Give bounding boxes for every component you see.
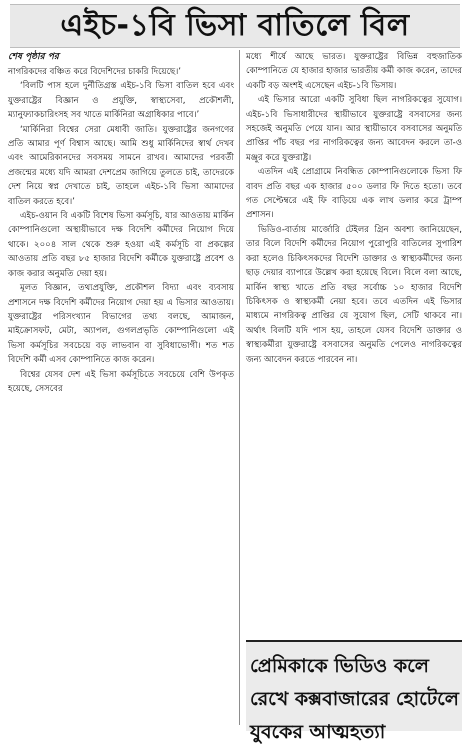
article-paragraph: ‘বিলটি পাস হলে দুর্নীতিগ্রস্ত এইচ-১বি ভিসা বাতিল হবে এবং যুক্তরাষ্ট্রের বিজ্ঞান ও প্রযুক্তি, স্বাস্থ্যসেবা, প্রকৌশলী, ম্যানুফ্যাকচারিংসহ সব খাতে মার্কিনিরা অগ্রাধিকার পাবে।’	[8, 81, 234, 121]
teaser-headline: প্রেমিকাকে ভিডিও কলে রেখে কক্সবাজারের হোটেলে যুবকের আত্মহত্যা	[250, 655, 459, 743]
headline: এইচ-১বি ভিসা বাতিলে বিল	[60, 8, 410, 43]
article-paragraph: বিশ্বের যেসব দেশ এই ভিসা কর্মসূচিতে সবচেয়ে বেশি উপকৃত হয়েছে, সেসবের	[8, 369, 234, 394]
article-paragraph: নাগরিকদের বঞ্চিত করে বিদেশিদের চাকরি দিয়েছে।’	[8, 67, 181, 77]
jump-line: শেষ পৃষ্ঠার পর	[8, 52, 59, 62]
article-paragraph: এই ভিসার আরো একটি সুবিধা ছিল নাগরিকত্বের সুযোগ। এইচ-১বি ভিসাধারীদের স্থায়ীভাবে যুক্তরাষ্ট্রে বসবাসের জন্য সহজেই অনুমতি পেয়ে যান। আর স্থায়ীভাবে বসবাসের অনুমতি প্রাপ্তির পাঁচ বছর পর নাগরিকত্বের জন্য আবেদন করলে তা-ও মঞ্জুর করে যুক্তরাষ্ট্র।	[246, 95, 462, 163]
article-paragraph: মূলত বিজ্ঞান, তথ্যপ্রযুক্তি, প্রকৌশল বিদ্যা এবং ব্যবসায় প্রশাসনে দক্ষ বিদেশি কর্মীদের নিয়োগ দেয়া হয় এ ভিসার আওতায়। যুক্তরাষ্ট্রের পরিসংখ্যান বিভাগের তথ্য বলছে, আমাজন, মাইক্রোসফট, মেটা, অ্যাপল, গুগলপ্রভৃতি কোম্পানিগুলো এই ভিসা কর্মসূচির সবচেয়ে বড় লাভবান বা সুবিধাভোগী। শত শত বিদেশি কর্মী এসব কোম্পানিতে কাজ করেন।	[8, 283, 234, 366]
article-column-left	[8, 50, 234, 725]
article-column-right	[246, 50, 462, 610]
headline-banner	[10, 4, 460, 48]
article-paragraph: এতদিন এই প্রোগ্রামে নিবন্ধিত কোম্পানিগুলোকে ভিসা ফি বাবদ প্রতি বছর এক হাজার ৫০০ ডলার ফি দিতে হতো। তবে গত সেপ্টেম্বরে এই ফি বাড়িয়ে এক লাখ ডলার করে ট্রাম্প প্রশাসন।	[246, 167, 462, 221]
article-paragraph: ভিডিও-বার্তায় মার্জোরি টেইলর গ্রিন অবশ্য জানিয়েছেন, তার বিলে বিদেশি কর্মীদের নিয়োগ পুরোপুরি বাতিলের সুপারিশ করা হলেও চিকিৎসকদের বিদেশি ডাক্তার ও স্বাস্থ্যকর্মীদের জন্য ছাড় দেয়ার ব্যাপারে উল্লেখ করা হয়েছে বিলে। বিলে বলা আছে, মার্কিন স্বাস্থ্য খাতে প্রতি বছর সর্বোচ্চ ১০ হাজার বিদেশি চিকিৎসক ও স্বাস্থ্যকর্মী নেয়া হবে। তবে এতদিন এই ভিসার মাধ্যমে নাগরিকত্ব প্রাপ্তির যে সুযোগ ছিল, সেটি থাকবে না। অর্থাৎ বিলটি যদি পাস হয়, তাহলে যেসব বিদেশি ডাক্তার ও স্বাস্থ্যকর্মীরা যুক্তরাষ্ট্রে বসবাসের অনুমতি পেলেও নাগরিকত্বের জন্য আবেদন করতে পারবেন না।	[246, 224, 462, 365]
article-paragraph: মধ্যে শীর্ষে আছে ভারত। যুক্তরাষ্ট্রের বিভিন্ন বহুজাতিক কোম্পানিতে যে হাজার হাজার ভারতীয় কর্মী কাজ করেন, তাদের একটি বড় অংশই এসেছেন এইচ-১বি ভিসায়।	[246, 52, 462, 91]
column-divider	[239, 50, 240, 725]
article-paragraph: এইচ-ওয়ান বি একটি বিশেষ ভিসা কর্মসূচি, যার আওতায় মার্কিন কোম্পানিগুলো অস্থায়ীভাবে দক্ষ বিদেশি কর্মীদের নিয়োগ দিয়ে থাকে। ২০০৪ সাল থেকে শুরু হওয়া এই কর্মসূচি বা প্রকল্পের আওতায় প্রতি বছর ৮৫ হাজার বিদেশি কর্মীকে যুক্তরাষ্ট্রে প্রবেশ ও কাজ করার অনুমতি দেয়া হয়।	[8, 211, 234, 279]
article-paragraph: ‘মার্কিনিরা বিশ্বের সেরা মেধাবী জাতি। যুক্তরাষ্ট্রের জনগণের প্রতি আমার পূর্ণ বিশ্বাস আছে। আমি শুধু মার্কিনিদের স্বার্থ দেখব এবং আমেরিকানদের সবসময় সামনে রাখব। আমাদের পরবর্তী প্রজন্মের মধ্যে যদি আমরা দেশপ্রেম জাগিয়ে তুলতে চাই, তাদেরকে দেশ নিয়ে স্বপ্ন দেখাতে চাই, তাহলে এইচ-১বি ভিসা আমাদের বাতিল করতে হবে।’	[8, 124, 234, 207]
teaser-box	[246, 640, 462, 743]
